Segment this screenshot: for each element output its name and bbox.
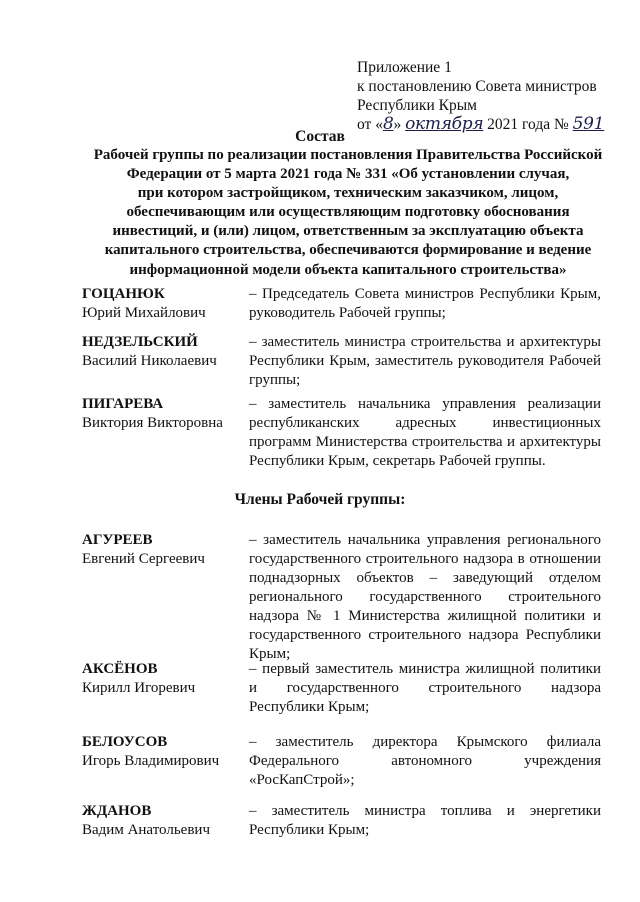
member-surname: ГОЦАНЮК <box>82 286 165 302</box>
member-surname: НЕДЗЕЛЬСКИЙ <box>82 334 198 350</box>
date-month-handwritten: октября <box>405 114 484 134</box>
member-role: – заместитель начальника управления регионального государственного строительного надзора в отношении поднадзорных объектов – заведующий отделом регионального государственного строительного надзора № 1 Министерства жилищной политики и государственного строительного надзора Республики Крым; <box>249 532 601 662</box>
member-role: – заместитель директора Крымского филиала Федерального автономного учреждения «РосКапСтрой»; <box>249 734 601 788</box>
member-role: – Председатель Совета министров Республики Крым, руководитель Рабочей группы; <box>249 286 601 321</box>
members-heading: Члены Рабочей группы: <box>234 491 406 508</box>
member-given-name: Евгений Сергеевич <box>82 551 205 567</box>
document-subtitle <box>72 146 624 280</box>
subtitle-line: обеспечивающим или осуществляющим подготовку обоснования <box>126 204 570 221</box>
member-given-name: Кирилл Игоревич <box>82 680 196 696</box>
appendix-line-1: Приложение 1 <box>357 59 452 76</box>
subtitle-line: капитального строительства, обеспечиваются формирование и ведение <box>104 242 592 259</box>
member-surname: ЖДАНОВ <box>82 803 152 819</box>
member-given-name: Виктория Викторовна <box>82 415 223 431</box>
member-surname: БЕЛОУСОВ <box>82 734 168 750</box>
date-day-handwritten: 8 <box>382 114 394 134</box>
member-given-name: Юрий Михайлович <box>82 305 206 321</box>
document-title: Состав <box>295 128 345 145</box>
appendix-block <box>357 58 627 134</box>
subtitle-line: Федерации от 5 марта 2021 года № 331 «Об установлении случая, <box>126 166 570 183</box>
date-mid: » <box>393 116 406 133</box>
date-year: 2021 года № <box>483 116 573 133</box>
appendix-line-3: Республики Крым <box>357 97 477 114</box>
doc-number-handwritten: 591 <box>572 114 605 134</box>
subtitle-line: инвестиций, и (или) лицом, ответственным за эксплуатацию объекта <box>112 223 584 240</box>
member-role: – заместитель начальника управления реализации республиканских адресных инвестиционных программ Министерства строительства и архитектуры Республики Крым, секретарь Рабочей группы. <box>249 396 601 469</box>
member-role: – первый заместитель министра жилищной политики и государственного строительного надзора Республики Крым; <box>249 661 601 715</box>
subtitle-line: Рабочей группы по реализации постановления Правительства Российской <box>93 147 603 163</box>
date-prefix: от « <box>357 116 383 133</box>
member-given-name: Игорь Владимирович <box>82 753 220 769</box>
member-given-name: Вадим Анатольевич <box>82 822 210 838</box>
member-role: – заместитель министра топлива и энергетики Республики Крым; <box>249 803 601 838</box>
appendix-line-2: к постановлению Совета министров <box>357 78 597 95</box>
subtitle-line: информационной модели объекта капитального строительства» <box>129 261 567 278</box>
member-surname: АКСЁНОВ <box>82 661 158 677</box>
member-given-name: Василий Николаевич <box>82 353 217 369</box>
member-surname: ПИГАРЕВА <box>82 396 164 412</box>
member-surname: АГУРЕЕВ <box>82 532 153 548</box>
subtitle-line: при котором застройщиком, техническим заказчиком, лицом, <box>137 185 559 202</box>
member-role: – заместитель министра строительства и архитектуры Республики Крым, заместитель руководителя Рабочей группы; <box>249 334 601 388</box>
